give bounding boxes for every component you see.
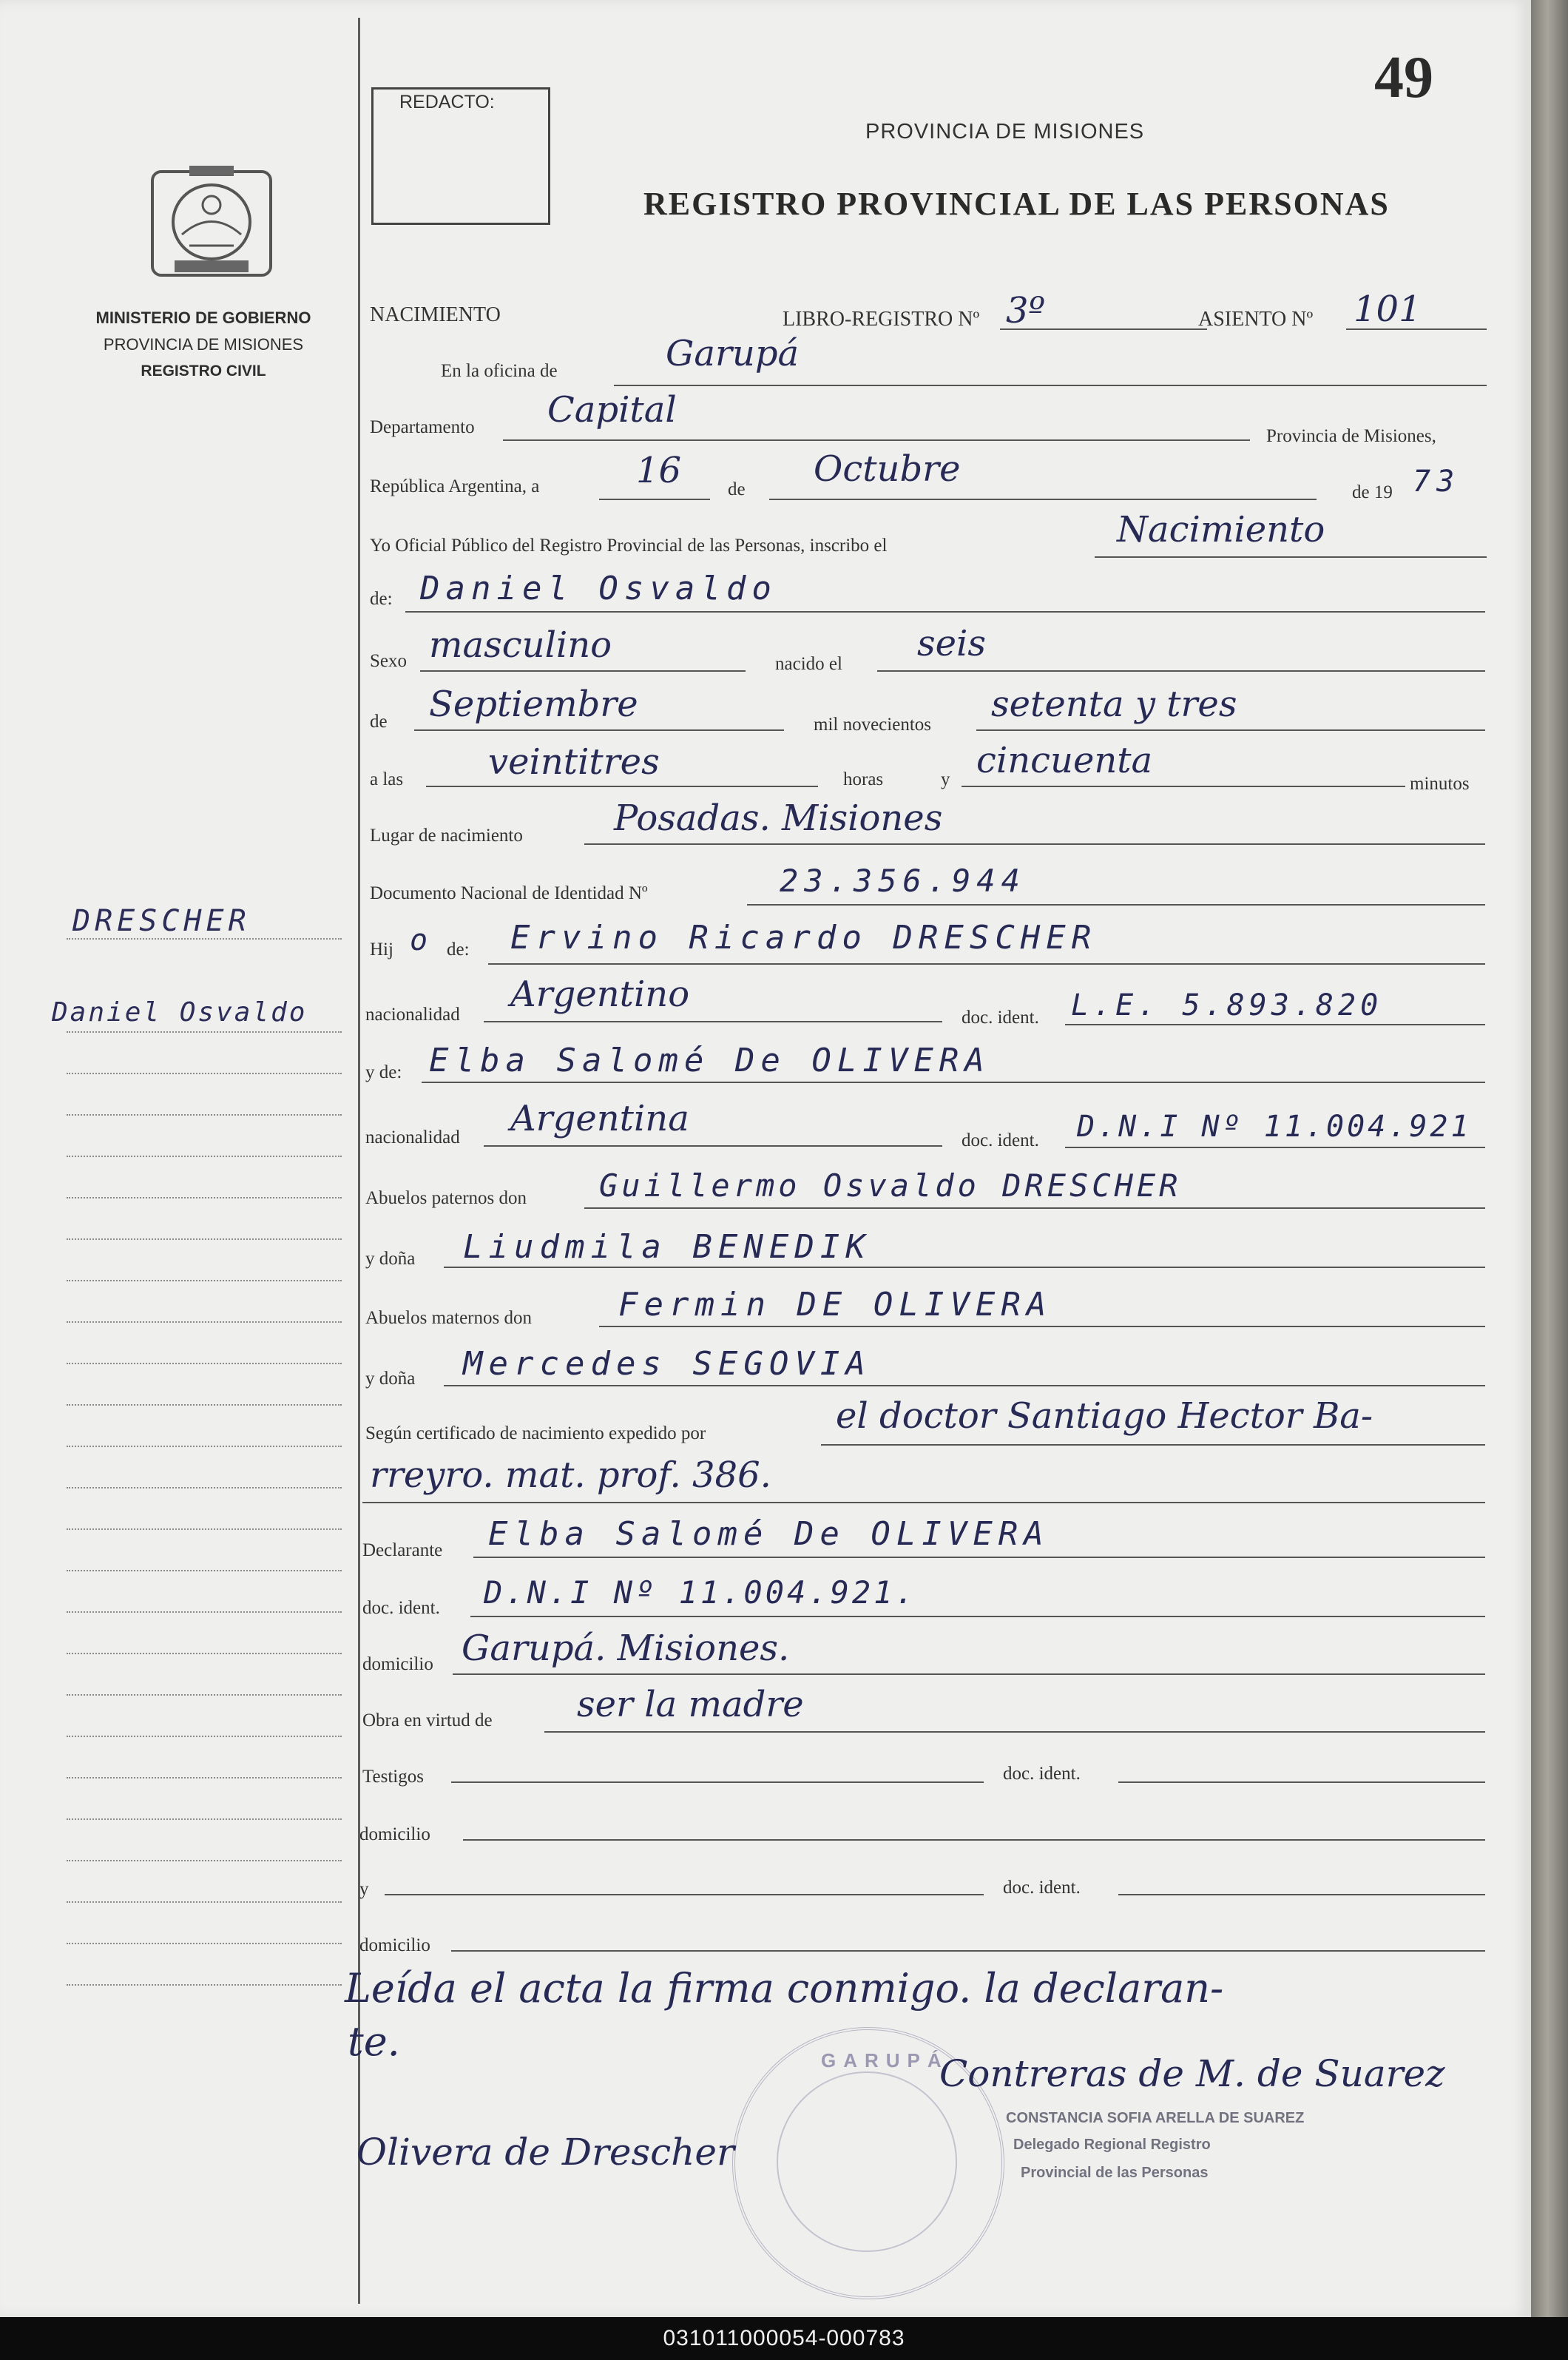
obra-line: [544, 1731, 1485, 1733]
certificado-line2: [362, 1502, 1485, 1503]
domicilio3-label: domicilio: [359, 1935, 430, 1955]
docid2-value: D.N.I Nº 11.004.921: [1077, 1110, 1472, 1144]
horas-label: horas: [843, 769, 884, 789]
margin-line: [67, 1694, 342, 1696]
certificado-label: Según certificado de nacimiento expedido por: [365, 1423, 706, 1443]
mil-label: mil novecientos: [814, 715, 931, 735]
sexo-value: masculino: [429, 624, 612, 666]
nac2-line: [484, 1145, 942, 1147]
margin-line: [67, 1528, 342, 1530]
oficial-text: Yo Oficial Público del Registro Provincial de las Personas, inscribo el: [370, 536, 888, 556]
domicilio-line: [453, 1673, 1485, 1675]
domicilio2-line: [463, 1839, 1485, 1841]
certificado-line: [821, 1444, 1485, 1446]
anio-nac-line: [976, 729, 1485, 731]
obra-value: ser la madre: [577, 1684, 804, 1725]
margin-line: [67, 1653, 342, 1654]
sexo-line: [420, 670, 746, 672]
dia-line: [599, 499, 710, 500]
domicilio-label: domicilio: [362, 1654, 433, 1674]
official-name: CONSTANCIA SOFIA ARELLA DE SUAREZ: [1006, 2110, 1305, 2126]
libro-line: [1000, 328, 1207, 330]
abpat-value: Guillermo Osvaldo DRESCHER: [599, 1167, 1182, 1204]
margin-line: [67, 1197, 342, 1198]
departamento-value: Capital: [547, 389, 677, 431]
domicilio-value: Garupá. Misiones.: [462, 1628, 790, 1669]
madre-line: [422, 1082, 1485, 1083]
ministry-line2: PROVINCIA DE MISIONES: [103, 335, 304, 354]
redacto-label: REDACTO:: [395, 92, 499, 113]
lugar-label: Lugar de nacimiento: [370, 826, 523, 846]
margin-line: [67, 1736, 342, 1737]
asiento-value: 101: [1354, 289, 1422, 330]
dni-label: Documento Nacional de Identidad Nº: [370, 883, 648, 903]
y-label: y: [941, 769, 950, 789]
inscribo-line: [1095, 556, 1487, 558]
margin-line: [67, 1943, 342, 1944]
dni-line: [747, 904, 1485, 906]
margin-line: [67, 1984, 342, 1986]
asiento-line: [1346, 328, 1487, 330]
page-number: 49: [1374, 45, 1433, 110]
docid3-line: [470, 1616, 1485, 1617]
y2-label: y: [359, 1879, 369, 1899]
book-spine: [1531, 0, 1568, 2317]
domicilio2-label: domicilio: [359, 1824, 430, 1844]
anio-label: de 19: [1352, 482, 1393, 502]
certificado-value2: rreyro. mat. prof. 386.: [370, 1454, 771, 1496]
margin-line: [67, 1404, 342, 1406]
madre-value: Elba Salomé De OLIVERA: [429, 1042, 990, 1079]
ydona2-label: y doña: [365, 1369, 416, 1389]
margin-line: [67, 1818, 342, 1820]
closing-line1: Leída el acta la firma conmigo. la declaran-: [345, 1965, 1224, 2012]
obra-label: Obra en virtud de: [362, 1710, 493, 1730]
abpat-line: [584, 1207, 1485, 1209]
margin-line: [67, 1446, 342, 1447]
nacido-value: seis: [917, 623, 987, 664]
lugar-value: Posadas. Misiones: [614, 798, 943, 839]
nac1-label: nacionalidad: [365, 1005, 460, 1025]
docid4-label: doc. ident.: [1003, 1764, 1081, 1784]
margin-line: [67, 1570, 342, 1571]
province-emblem-icon: [145, 164, 278, 283]
margin-line: [67, 1611, 342, 1613]
margin-line: [67, 1321, 342, 1323]
provincia-suffix: Provincia de Misiones,: [1266, 426, 1436, 446]
docid5-line: [1118, 1894, 1485, 1895]
sexo-label: Sexo: [370, 651, 407, 671]
nacido-line: [877, 670, 1485, 672]
margin-line: [67, 1777, 342, 1779]
mes-nac-line: [414, 729, 784, 731]
certificado-value: el doctor Santiago Hector Ba-: [836, 1395, 1373, 1437]
margin-line: [67, 1280, 342, 1281]
horas-line: [426, 786, 818, 787]
abuela-pat-value: Liudmila BENEDIK: [463, 1228, 871, 1266]
asiento-label: ASIENTO Nº: [1198, 308, 1314, 331]
margin-line: [67, 1238, 342, 1240]
padre-value: Ervino Ricardo DRESCHER: [510, 919, 1098, 957]
anio-value: 73: [1413, 465, 1461, 499]
abmat-line: [599, 1326, 1485, 1327]
nac2-label: nacionalidad: [365, 1127, 460, 1147]
abpat-label: Abuelos paternos don: [365, 1188, 527, 1208]
alas-label: a las: [370, 769, 404, 789]
minutos-value: cincuenta: [976, 740, 1153, 781]
mes-nac-value: Septiembre: [429, 684, 638, 725]
oficina-line: [614, 385, 1487, 386]
nombre-value: Daniel Osvaldo: [420, 570, 777, 607]
margin-line: [67, 1901, 342, 1903]
declarante-value: Elba Salomé De OLIVERA: [488, 1515, 1050, 1553]
ministry-line3: REGISTRO CIVIL: [141, 363, 266, 380]
closing-line2: te.: [348, 2018, 400, 2065]
hijo-label: Hij: [370, 940, 393, 960]
republica-label: República Argentina, a: [370, 476, 540, 496]
libro-value: 3º: [1006, 290, 1046, 331]
nac1-value: Argentino: [510, 974, 690, 1015]
padre-line: [488, 963, 1485, 965]
testigos-label: Testigos: [362, 1767, 424, 1787]
testigos-line: [451, 1781, 984, 1783]
abuela-pat-line: [444, 1267, 1485, 1268]
docid1-label: doc. ident.: [962, 1008, 1039, 1028]
ministry-block: [52, 305, 355, 385]
header-province: PROVINCIA DE MISIONES: [865, 120, 1145, 144]
margin-line: [67, 1114, 342, 1116]
docid1-value: L.E. 5.893.820: [1071, 988, 1383, 1022]
departamento-label: Departamento: [370, 417, 475, 437]
yde-label: y de:: [365, 1062, 402, 1082]
nombre-de-label: de:: [370, 589, 393, 609]
minutos-label: minutos: [1410, 774, 1470, 794]
docid1-line: [1065, 1024, 1485, 1025]
margin-line: [67, 1156, 342, 1157]
anio-nac-value: setenta y tres: [991, 684, 1237, 725]
horas-value: veintitres: [488, 741, 660, 783]
declarante-label: Declarante: [362, 1540, 443, 1560]
hijo-de-label: de:: [447, 940, 470, 960]
nacimiento-label: NACIMIENTO: [370, 303, 501, 326]
y2-line: [385, 1894, 984, 1895]
nac1-line: [484, 1021, 942, 1022]
ministry-line1: MINISTERIO DE GOBIERNO: [95, 309, 311, 327]
margin-line: [67, 1487, 342, 1489]
docid4-line: [1118, 1781, 1485, 1783]
official-stamp-inner: [777, 2071, 957, 2252]
official-office: Provincial de las Personas: [1021, 2165, 1209, 2181]
official-signature: Contreras de M. de Suarez: [939, 2052, 1445, 2095]
margin-line: [67, 1031, 342, 1033]
document-id-footer: 031011000054-000783: [0, 2317, 1568, 2360]
docid3-value: D.N.I Nº 11.004.921.: [484, 1574, 917, 1611]
mes-line: [769, 499, 1317, 500]
page-title: REGISTRO PROVINCIAL DE LAS PERSONAS: [643, 186, 1390, 222]
libro-label: LIBRO-REGISTRO Nº: [783, 308, 980, 331]
inscribo-value: Nacimiento: [1117, 509, 1325, 550]
minutos-line: [962, 786, 1405, 787]
margin-line: [67, 1363, 342, 1364]
margin-line: [67, 1860, 342, 1861]
hijo-suffix: o: [410, 923, 430, 957]
abuela-mat-line: [444, 1385, 1485, 1386]
domicilio3-line: [451, 1950, 1485, 1952]
oficina-label: En la oficina de: [441, 361, 558, 381]
nombre-line: [405, 611, 1485, 613]
official-role: Delegado Regional Registro: [1013, 2137, 1211, 2153]
abuela-mat-value: Mercedes SEGOVIA: [463, 1345, 871, 1383]
margin-surname: DRESCHER: [72, 904, 251, 938]
mes-nac-de-label: de: [370, 712, 388, 732]
lugar-line: [584, 843, 1485, 845]
nac2-value: Argentina: [510, 1098, 689, 1139]
docid2-label: doc. ident.: [962, 1130, 1039, 1150]
departamento-line: [503, 439, 1250, 441]
docid2-line: [1065, 1147, 1485, 1148]
docid5-label: doc. ident.: [1003, 1878, 1081, 1898]
abmat-label: Abuelos maternos don: [365, 1308, 532, 1328]
margin-given-names: Daniel Osvaldo: [52, 997, 308, 1028]
nacido-label: nacido el: [775, 654, 842, 674]
dni-value: 23.356.944: [780, 863, 1026, 899]
stamp-text: GARUPÁ: [821, 2049, 949, 2071]
dia-value: 16: [636, 450, 682, 491]
de-label: de: [728, 479, 746, 499]
declarante-line: [473, 1557, 1485, 1558]
margin-divider: [358, 18, 360, 2304]
oficina-value: Garupá: [666, 333, 800, 374]
declarante-signature: Olivera de Drescher: [356, 2131, 734, 2174]
ydona1-label: y doña: [365, 1249, 416, 1269]
margin-line: [67, 1073, 342, 1074]
docid3-label: doc. ident.: [362, 1598, 440, 1618]
margin-line: [67, 938, 342, 940]
abmat-value: Fermin DE OLIVERA: [618, 1286, 1052, 1324]
mes-value: Octubre: [814, 448, 961, 490]
